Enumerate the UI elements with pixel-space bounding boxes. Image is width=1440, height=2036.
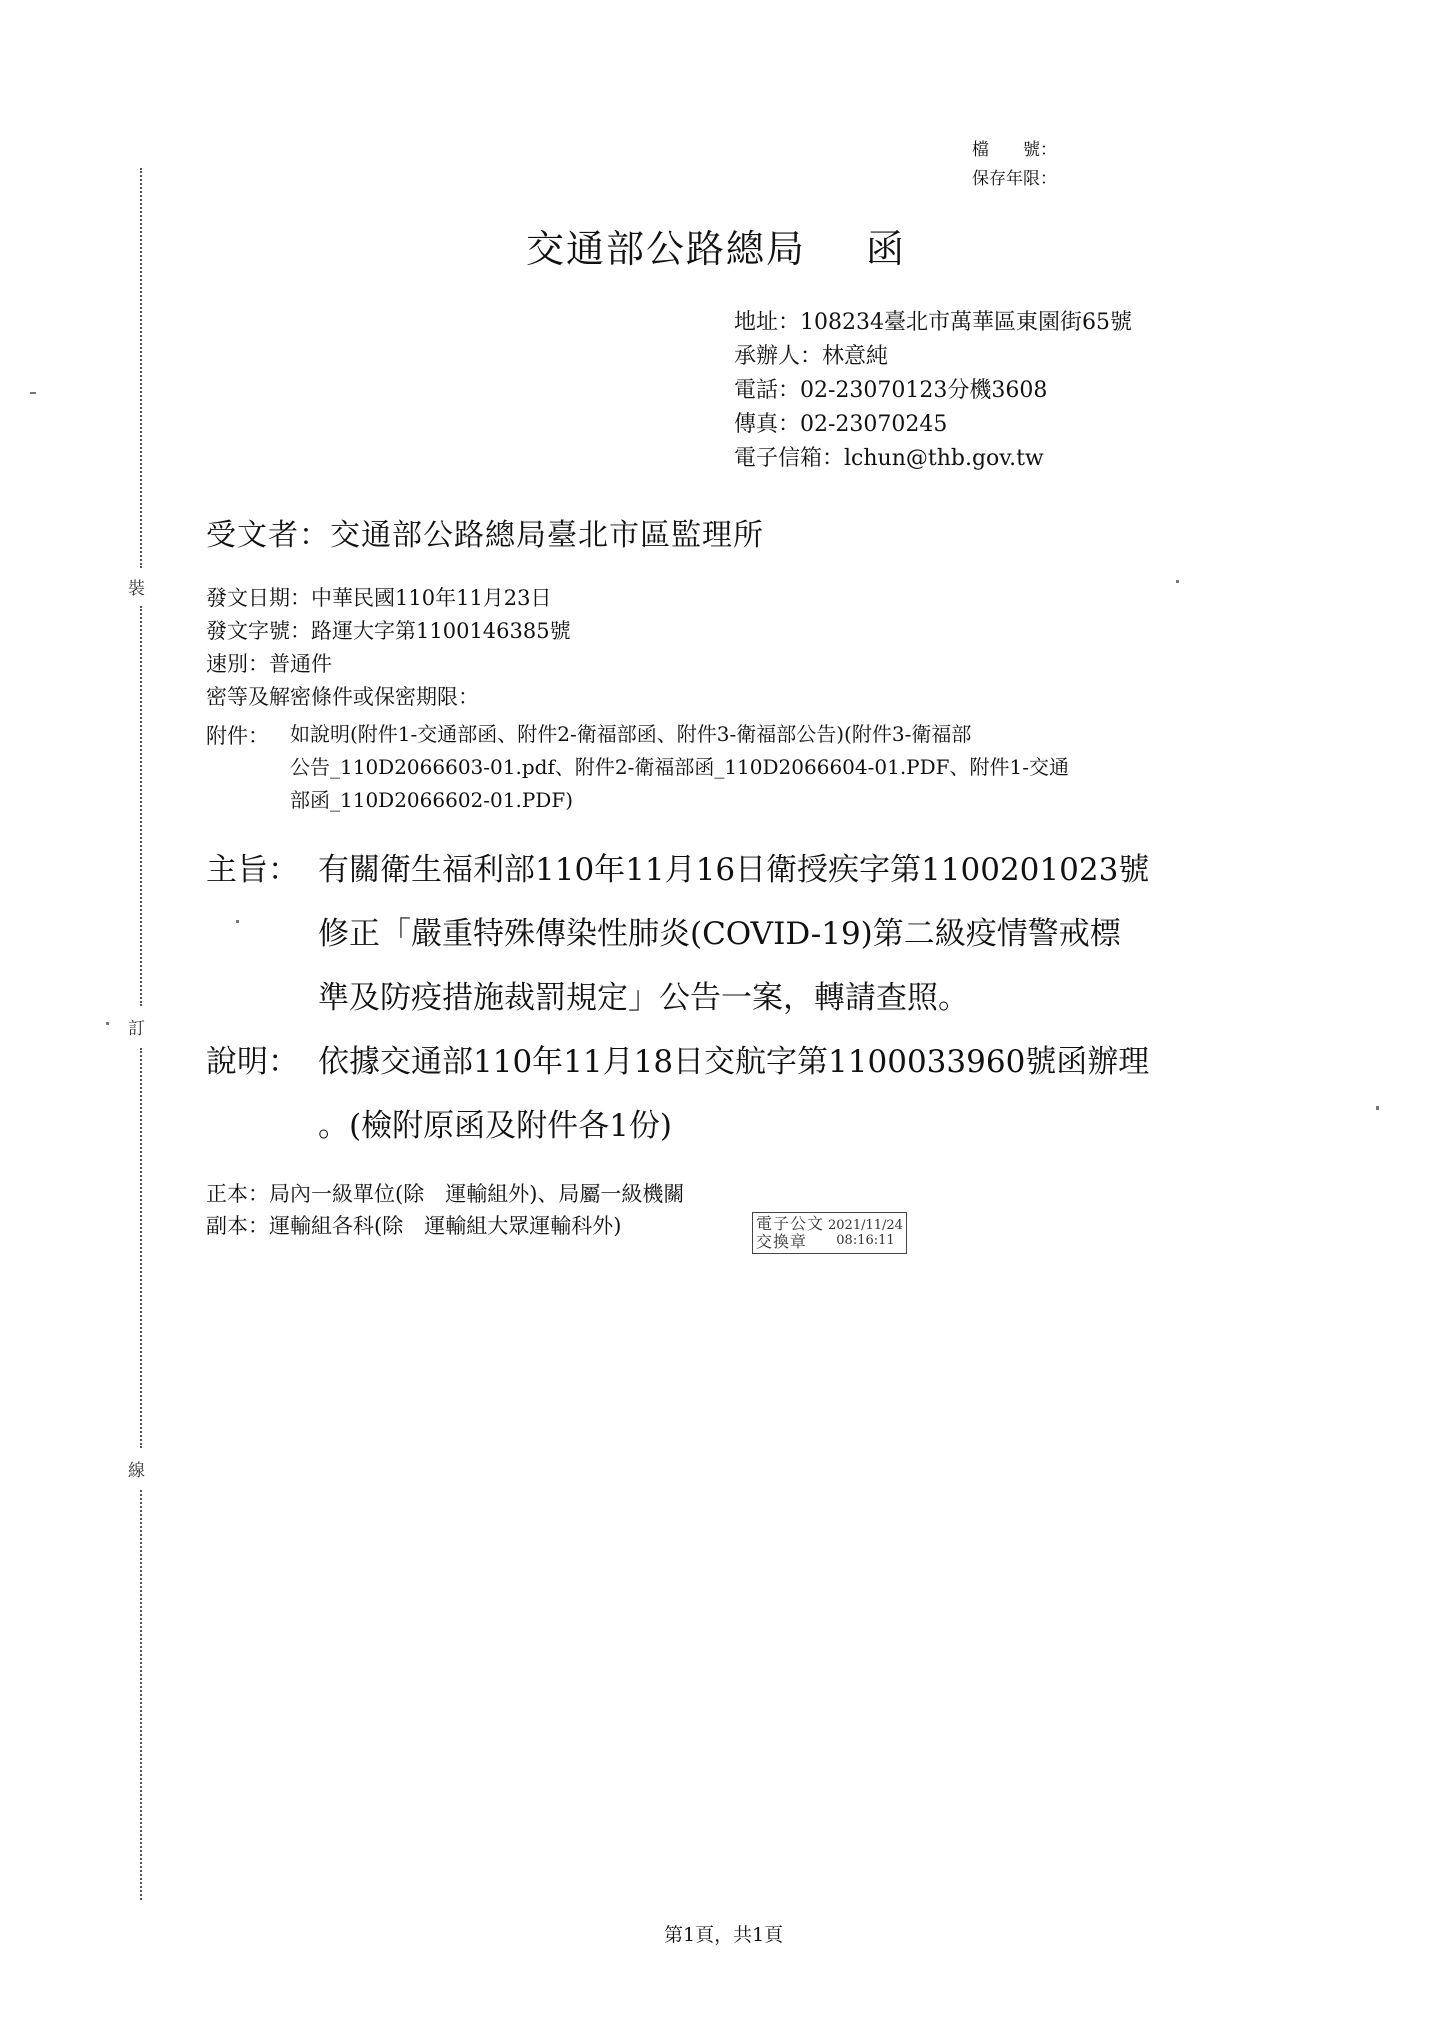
attachments-line: 部函_110D2066602-01.PDF) — [290, 788, 574, 812]
issuing-agency: 交通部公路總局 — [526, 227, 807, 271]
email: 電子信箱：lchun@thb.gov.tw — [734, 446, 1044, 471]
phone: 電話：02-23070123分機3608 — [734, 378, 1048, 403]
subject-line: 修正「嚴重特殊傳染性肺炎(COVID-19)第二級疫情警戒標 — [318, 916, 1121, 952]
binding-char-ding: 訂 — [128, 1019, 145, 1039]
scan-speck — [1176, 580, 1179, 583]
explanation-label: 說明： — [206, 1044, 299, 1080]
page-number: 第1頁，共1頁 — [664, 1924, 784, 1946]
issue-number: 發文字號：路運大字第1100146385號 — [206, 619, 571, 643]
explanation-body — [318, 1030, 1149, 1158]
attachments-label: 附件： — [206, 724, 269, 748]
binding-char-xian: 線 — [128, 1461, 145, 1481]
address: 地址：108234臺北市萬華區東園街65號 — [734, 310, 1132, 335]
binding-char-zhuang: 裝 — [128, 579, 145, 599]
stamp-date: 2021/11/24 — [828, 1218, 903, 1233]
document-type: 函 — [866, 227, 907, 271]
fax: 傳真：02-23070245 — [734, 412, 948, 437]
issue-date: 發文日期：中華民國110年11月23日 — [206, 586, 552, 610]
file-number-label: 檔 號： — [972, 140, 1057, 160]
explanation-line: 依據交通部110年11月18日交航字第1100033960號函辦理 — [318, 1044, 1150, 1080]
stamp-chars-top: 電子公文 — [756, 1214, 825, 1233]
scan-speck — [1376, 1106, 1379, 1110]
binding-line-middle-1 — [140, 606, 142, 1006]
original-recipients: 正本：局內一級單位(除 運輸組外)、局屬一級機關 — [206, 1182, 685, 1206]
stamp-datetime — [828, 1218, 903, 1248]
binding-line-top — [140, 168, 142, 568]
retention-period-label: 保存年限： — [972, 169, 1057, 189]
exchange-stamp — [752, 1212, 907, 1254]
explanation-line: 。(檢附原函及附件各1份) — [318, 1108, 672, 1144]
handler: 承辦人：林意純 — [734, 344, 889, 369]
file-info — [972, 136, 1057, 194]
issue-meta — [206, 582, 571, 714]
scan-speck — [106, 1022, 109, 1025]
copy-recipients: 副本：運輸組各科(除 運輸組大眾運輸科外) — [206, 1214, 622, 1238]
binding-line-middle-2 — [140, 1048, 142, 1448]
recipient: 受文者：交通部公路總局臺北市區監理所 — [206, 518, 764, 553]
secrecy-level: 密等及解密條件或保密期限： — [206, 685, 479, 709]
speed-category: 速別：普通件 — [206, 652, 332, 676]
stamp-time: 08:16:11 — [836, 1233, 895, 1248]
subject-line: 準及防疫措施裁罰規定」公告一案，轉請查照。 — [318, 980, 969, 1016]
subject-body — [318, 838, 1149, 1030]
binding-line-bottom — [140, 1490, 142, 1900]
attachments-line: 如說明(附件1-交通部函、附件2-衛福部函、附件3-衛福部公告)(附件3-衛福部 — [290, 722, 972, 746]
distribution — [206, 1178, 684, 1242]
scan-speck — [30, 392, 36, 394]
scan-speck — [236, 920, 239, 923]
attachments-list — [290, 718, 1280, 817]
contact-block — [734, 306, 1132, 476]
stamp-chars — [756, 1215, 824, 1251]
subject-label: 主旨： — [206, 852, 299, 888]
stamp-chars-bottom: 交換章 — [756, 1232, 808, 1251]
subject-line: 有關衛生福利部110年11月16日衛授疾字第1100201023號 — [318, 852, 1150, 888]
attachments-line: 公告_110D2066603-01.pdf、附件2-衛福部函_110D2066604-01.PDF、附件1-交通 — [290, 755, 1070, 779]
document-title — [526, 218, 906, 273]
